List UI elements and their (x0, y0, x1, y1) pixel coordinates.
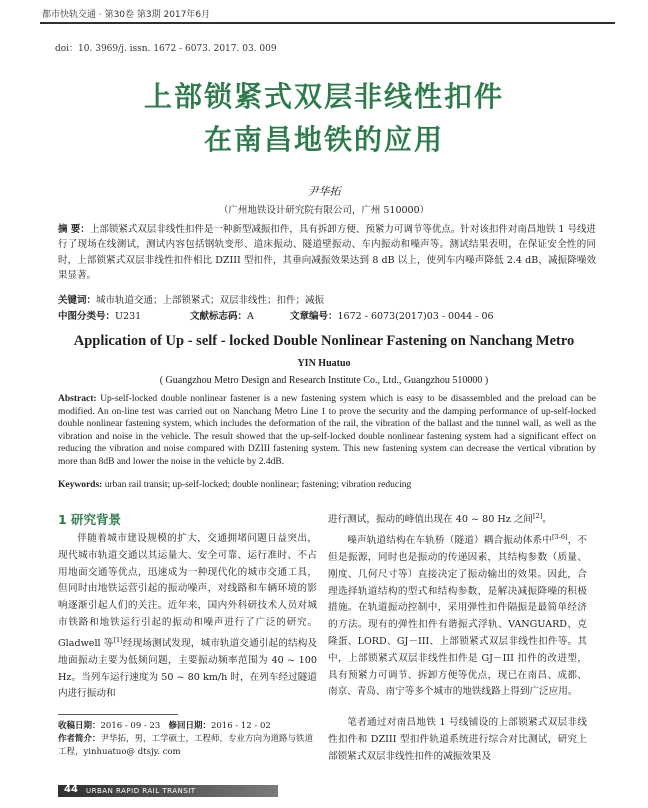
paragraph (328, 508, 587, 529)
journal-name-en: URBAN RAPID RAIL TRANSIT (86, 787, 196, 795)
dc-label: 文献标志码： (190, 311, 248, 322)
paragraph-text: 进行测试，振动的峰值出现在 40 ~ 80 Hz 之间 (328, 514, 534, 526)
author-en: YIN Huatuo (297, 358, 351, 369)
affiliation-en: ( Guangzhou Metro Design and Research Institute Co., Ltd., Guangzhou 510000 ) (159, 375, 489, 386)
paragraph-text: 。 (542, 514, 552, 526)
running-header: 都市快轨交通 · 第30卷 第3期 2017年6月 (42, 10, 211, 20)
received-date: 2016 - 09 - 23 (100, 721, 161, 731)
footnote-author (58, 733, 318, 759)
an-value: 1672 - 6073(2017)03 - 0044 - 06 (337, 311, 494, 322)
an-label: 文章编号： (290, 311, 338, 322)
body-column-left (58, 531, 317, 703)
header-divider (40, 22, 615, 24)
abstract-cn (58, 222, 596, 284)
abstract-en (58, 393, 596, 469)
author-info: 尹华拓，男，工学硕士，工程师，专业方向为道路与铁道工程，yinhuatuo@ dtsjy. com (58, 734, 314, 757)
footnote-dates (58, 720, 318, 733)
paragraph-text: 伴随着城市建设规模的扩大，交通拥堵问题日益突出，现代城市轨道交通以其运量大、安全可靠、运行准时、不占用地面交通等优点，迅速成为一种现代化的城市交通工具，但同时由地铁运营引起的振动噪声，对线路和车辆环境的影响逐渐引起人们的关注。近年来，国内外科研技术人员对城市铁路和地铁运行引起的振动和噪声进行了广泛的研究。Gladwell 等 (58, 533, 317, 649)
clc-label: 中图分类号： (58, 311, 116, 322)
paragraph-text: ，不但是振源，同时也是振动的传递因素，其结构参数（质量、刚度、几何尺寸等）直接决定了振动输出的效果。因此，合理选择轨道结构的型式和结构参数，是解决减振降噪的积极措施。在轨道振动控制中，采用弹性扣件隔振是最简单经济的方法。现有的弹性扣件有谐振式浮轨、VANGUARD、克隆蛋、LORD、GJ－III、上部锁紧式双层非线性扣件等。其中，上部锁紧式双层非线性扣件是 GJ－III 扣件的改进型，具有预紧力可调节、拆卸方便等优点，现已在南昌、成都、南京、青岛、南宁等多个城市的地铁线路上得到广泛应用。 (328, 535, 588, 698)
keywords-en-text: urban rail transit; up-self-locked; double nonlinear; fastening; vibration reducing (102, 480, 412, 490)
citation: [3-6] (551, 532, 568, 541)
revised-label: 修回日期： (168, 721, 211, 731)
title-en: Application of Up - self - locked Double Nonlinear Fastening on Nanchang Metro (73, 333, 575, 349)
body-column-right-bottom (328, 715, 587, 765)
footnote-divider (58, 714, 178, 715)
paragraph: 笔者通过对南昌地铁 1 号线铺设的上部锁紧式双层非线性扣件和 DZIII 型扣件轨道系统进行综合对比测试，研究上部锁紧式双层非线性扣件的减振效果及 (328, 717, 587, 762)
dc-value: A (247, 311, 254, 322)
section-heading: 1 研究背景 (58, 512, 122, 527)
paragraph (58, 531, 317, 703)
keywords-cn-text: 城市轨道交通；上部锁紧式；双层非线性；扣件；减振 (96, 295, 325, 306)
title-line-1: 上部锁紧式双层非线性扣件 (143, 80, 504, 113)
keywords-en-label: Keywords: (58, 480, 103, 490)
abstract-en-label: Abstract: (58, 394, 97, 404)
citation: [2] (533, 512, 543, 520)
page-number: 44 (64, 784, 78, 795)
author-cn: 尹华拓 (307, 185, 341, 198)
citation: [1] (113, 635, 123, 644)
paragraph-text: 经现场测试发现，城市轨道交通引起的结构及地面振动主要为低频问题，主要振动频率范围为 40 ~ 100 Hz。当列车运行速度为 50 ~ 80 km/h 时，在列车经过隧道内进行振动和 (58, 637, 318, 700)
abstract-cn-text: 上部锁紧式双层非线性扣件是一种新型减振扣件，具有拆卸方便、预紧力可调节等优点。针对该扣件对南昌地铁 1 号线进行了现场在线测试，测试内容包括钢轨变形、道床振动、隧道壁振动、车内振动和噪声等。测试结果表明，在保证安全性的同时，上部锁紧式双层非线性扣件相比 DZIII 型扣件，其垂向减振效果达到 8 dB 以上，使列车内噪声降低 2.4 dB，减振降噪效果显著。 (58, 224, 597, 282)
clc-number (58, 308, 141, 322)
received-label: 收稿日期： (58, 721, 101, 731)
keywords-en (58, 480, 411, 490)
abstract-cn-label: 摘 要： (58, 224, 90, 235)
author-info-label: 作者简介： (58, 734, 101, 744)
article-number (290, 308, 494, 322)
paragraph (328, 529, 587, 701)
footnote (58, 720, 318, 759)
abstract-en-text: Up-self-locked double nonlinear fastener is a new fastening system which is easy to be disassembled and the preload can be modified. An on-line test was carried out on Nanchang Metro Line 1 to prove the security and the damping performance of up-self-locked double nonlinear fastening system, which includes the deformation of the rail, the vibration of the ballast and the tunnel wall, as well as the vibration and noise in the vehicle. The result showed that the up-self-locked double nonlinear fastening system had a significant effect on reducing the vibration and noise compared with DZIII fastening system. This new fastening system can decrease the vertical vibration by more than 8dB and lower the noise in the vehicle by 2.4dB. (58, 394, 596, 467)
keywords-cn-label: 关键词： (58, 295, 97, 306)
keywords-cn (58, 292, 324, 306)
clc-value: U231 (115, 311, 142, 322)
revised-date: 2016 - 12 - 02 (210, 721, 271, 731)
title-line-2: 在南昌地铁的应用 (203, 123, 444, 156)
body-column-right (328, 508, 587, 701)
paragraph-text: 噪声轨道结构在车轨桥（隧道）耦合振动体系中 (347, 535, 552, 547)
document-code (190, 308, 254, 322)
affiliation-cn: （广州地铁设计研究院有限公司，广州 510000） (218, 205, 430, 216)
doi-line: doi：10. 3969/j. issn. 1672 - 6073. 2017. 03. 009 (55, 44, 277, 54)
